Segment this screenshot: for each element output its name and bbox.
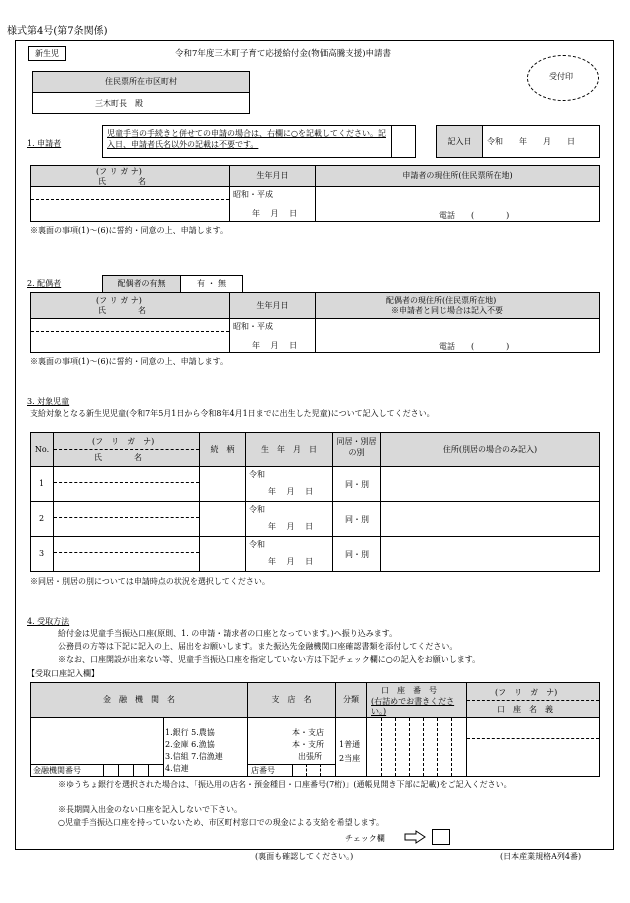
acct-col-head: 口 座 番 号 (右詰めでお書きください。) xyxy=(366,682,467,718)
child-row-dob[interactable]: 令和 年 月 日 xyxy=(245,501,333,537)
child-row-dob[interactable]: 令和 年 月 日 xyxy=(245,536,333,572)
cash-check-box[interactable] xyxy=(432,829,450,845)
spouse-name-head: (フ リ ガ ナ) 氏 名 xyxy=(30,292,230,319)
child-row-rel[interactable] xyxy=(199,536,246,572)
child-row-addr[interactable] xyxy=(380,501,600,537)
children-col-dob: 生 年 月 日 xyxy=(245,432,333,467)
spouse-pledge: ※裏面の事項(1)～(6)に誓約・同意の上、申請します。 xyxy=(30,357,229,366)
arrow-right-icon xyxy=(404,830,426,844)
payment-line1: 給付金は児童手当振込口座(原則、1. の申請・請求者の口座となっています。)へ振り込みます。 xyxy=(58,629,398,638)
mayor-cell xyxy=(32,92,250,114)
children-col-name: (フ リ ガ ナ) 氏 名 xyxy=(53,432,200,467)
spouse-section-title: 2. 配偶者 xyxy=(27,279,62,288)
children-col-addr: 住所(別居の場合のみ記入) xyxy=(380,432,600,467)
mayor-label: 三木町長 殿 xyxy=(95,99,143,108)
payment-note3: ○児童手当振込口座を持っていないため、市区町村窓口での現金による支給を希望します。 xyxy=(58,818,385,827)
page-title: 令和7年度三木町子育て応援給付金(物価高騰支援)申請書 xyxy=(175,49,392,59)
acct-holder-field[interactable] xyxy=(466,717,600,777)
child-row-name[interactable] xyxy=(53,466,200,502)
applicant-dob-head: 生年月日 xyxy=(229,165,316,187)
date-label: 記入日 xyxy=(436,125,483,158)
child-row-rel[interactable] xyxy=(199,501,246,537)
receipt-stamp: 受付印 xyxy=(527,55,599,101)
child-row-rel[interactable] xyxy=(199,466,246,502)
date-field[interactable]: 令和 年 月 日 xyxy=(482,125,600,158)
branch-code-label: 店番号 xyxy=(251,766,275,775)
payment-note1: ※ゆうちょ銀行を選択された場合は、「振込用の店名・預金種目・口座番号(7桁)」(通帳見開き下部に記載)をご記入ください。 xyxy=(58,780,512,789)
applicant-pledge: ※裏面の事項(1)～(6)に誓約・同意の上、申請します。 xyxy=(30,226,229,235)
newborn-badge: 新生児 xyxy=(28,46,66,61)
address-head: 住民票所在市区町村 xyxy=(32,71,250,93)
child-row-live[interactable]: 同・別 xyxy=(332,501,381,537)
child-row-addr[interactable] xyxy=(380,466,600,502)
type-col-head: 分類 xyxy=(335,682,367,718)
applicant-name-field[interactable] xyxy=(30,186,230,222)
spouse-choice[interactable]: 有 ・ 無 xyxy=(180,275,243,293)
spouse-address-head: 配偶者の現住所(住民票所在地) ※申請者と同じ場合は記入不要 xyxy=(315,292,600,319)
children-col-rel: 続 柄 xyxy=(199,432,246,467)
branch-name-field[interactable]: 本・支店 本・支所 出張所 店番号 xyxy=(247,717,336,777)
child-row-name[interactable] xyxy=(53,536,200,572)
spouse-name-field[interactable] xyxy=(30,318,230,353)
form-number: 様式第4号(第7条関係) xyxy=(7,26,108,37)
children-section-title: 3. 対象児童 xyxy=(27,397,70,406)
child-row-no: 1 xyxy=(30,466,54,502)
spouse-address-field[interactable] xyxy=(315,318,600,353)
branch-col-head: 支 店 名 xyxy=(247,682,336,718)
children-note: ※同居・別居の別については申請時点の状況を選択してください。 xyxy=(30,577,270,586)
check-label: チェック欄 xyxy=(345,834,385,843)
children-col-live: 同居・別居 の別 xyxy=(332,432,381,467)
bank-name-field[interactable]: 1.銀行 5.農協 2.金庫 6.漁協 3.信組 7.信漁連 4.信連 金融機関番号 xyxy=(30,717,248,777)
payment-line3: ※なお、口座開設が出来ない等、児童手当振込口座を指定していない方は下記チェック欄に○の記入をお願いします。 xyxy=(58,655,481,664)
child-row-live[interactable]: 同・別 xyxy=(332,536,381,572)
child-row-no: 3 xyxy=(30,536,54,572)
spouse-has-label: 配偶者の有無 xyxy=(102,275,181,293)
bank-code-label: 金融機関番号 xyxy=(33,766,81,775)
applicant-section-title: 1. 申請者 xyxy=(27,139,62,148)
child-row-addr[interactable] xyxy=(380,536,600,572)
footer-size: (日本産業規格A列4番) xyxy=(500,852,582,861)
acct-number-field[interactable] xyxy=(366,717,467,777)
account-title: 【受取口座記入欄】 xyxy=(27,669,99,678)
child-row-no: 2 xyxy=(30,501,54,537)
applicant-notice: 児童手当の手続きと併せての申請の場合は、右欄に○を記載してください。記入日、申請者氏名以外の記載は不要です。 xyxy=(102,125,392,158)
payment-section-title: 4. 受取方法 xyxy=(27,617,70,626)
child-row-name[interactable] xyxy=(53,501,200,537)
payment-note2: ※長期間入出金のない口座を記入しないで下さい。 xyxy=(58,805,242,814)
spouse-phone: 電話 ( ) xyxy=(439,342,510,351)
holder-col-head: (フ リ ガ ナ) 口 座 名 義 xyxy=(466,682,600,718)
applicant-phone: 電話 ( ) xyxy=(439,211,510,220)
applicant-check-cell[interactable] xyxy=(391,125,416,158)
applicant-dob-field[interactable]: 昭和・平成 年 月 日 xyxy=(229,186,316,222)
applicant-address-head: 申請者の現住所(住民票所在地) xyxy=(315,165,600,187)
applicant-name-head: (フ リ ガ ナ) 氏 名 xyxy=(30,165,230,187)
applicant-address-field[interactable] xyxy=(315,186,600,222)
bank-col-head: 金 融 機 関 名 xyxy=(30,682,248,718)
child-row-dob[interactable]: 令和 年 月 日 xyxy=(245,466,333,502)
children-col-no: No. xyxy=(30,432,54,467)
children-desc: 支給対象となる新生児児童(令和7年5月1日から令和8年4月1日までに出生した児童)について記入してください。 xyxy=(30,409,435,418)
spouse-dob-field[interactable]: 昭和・平成 年 月 日 xyxy=(229,318,316,353)
acct-type-field[interactable]: 1普通 2当座 xyxy=(335,717,367,777)
spouse-dob-head: 生年月日 xyxy=(229,292,316,319)
child-row-live[interactable]: 同・別 xyxy=(332,466,381,502)
footer-back: (裏面も確認してください。) xyxy=(255,852,354,861)
payment-line2: 公務員の方等は下記に記入の上、届出をお願いします。また振込先金融機関口座確認書類を添付してください。 xyxy=(58,642,458,651)
